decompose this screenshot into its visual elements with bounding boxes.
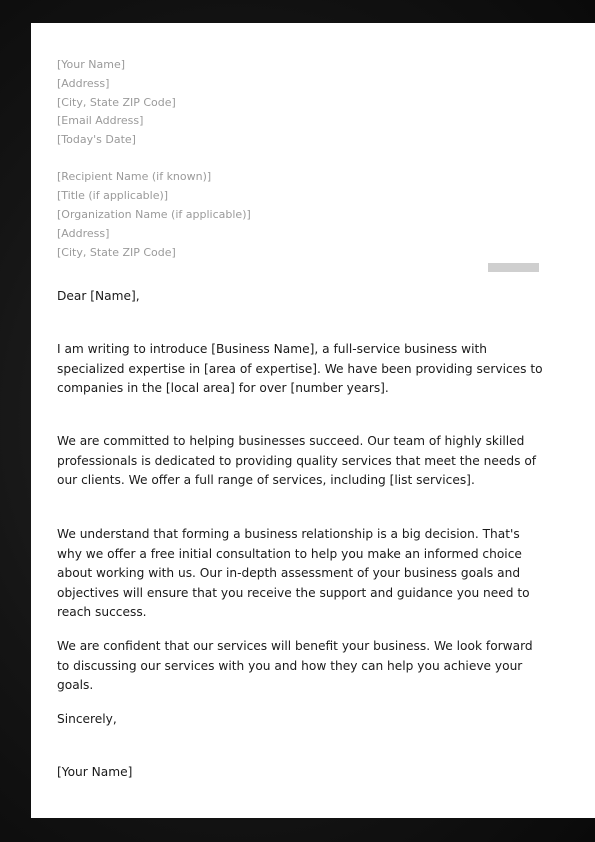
recipient-organization: [Organization Name (if applicable)] — [57, 208, 251, 222]
spacer — [57, 150, 547, 169]
paragraph-1: I am writing to introduce [Business Name], a full-service business with specialized expertise in [area of expertise]. We have been providing services to companies in the [local area] for over [number years]. — [57, 342, 543, 396]
sender-city-state-zip: [City, State ZIP Code] — [57, 95, 176, 109]
recipient-block — [57, 168, 547, 262]
signature-name: [Your Name] — [57, 765, 133, 779]
sender-name: [Your Name] — [57, 58, 126, 71]
closing: Sincerely, — [57, 712, 117, 726]
letter-page — [31, 23, 595, 818]
paragraph-4: We are confident that our services will benefit your business. We look forward to discussing our services with you and how they can help you achieve your goals. — [57, 639, 533, 693]
gray-marker-bar — [488, 263, 539, 272]
recipient-name: [Recipient Name (if known)] — [57, 170, 212, 184]
recipient-address: [Address] — [57, 226, 110, 240]
sender-email: [Email Address] — [57, 114, 144, 128]
sender-block — [57, 56, 547, 150]
recipient-city-state-zip: [City, State ZIP Code] — [57, 245, 176, 259]
sender-address: [Address] — [57, 76, 110, 90]
salutation: Dear [Name], — [57, 289, 140, 303]
address-block — [57, 56, 547, 262]
paragraph-2: We are committed to helping businesses succeed. Our team of highly skilled professionals is dedicated to providing quality services that meet the needs of our clients. We offer a full range of services, including [list services]. — [57, 434, 537, 488]
recipient-title: [Title (if applicable)] — [57, 189, 169, 203]
letter-date: [Today's Date] — [57, 133, 136, 147]
paragraph-3: We understand that forming a business relationship is a big decision. That's why we offer a free initial consultation to help you make an informed choice about working with us. Our in-depth assessment of your business goals and objectives will ensure that you receive the support and guidance you need to reach success. — [57, 527, 530, 620]
